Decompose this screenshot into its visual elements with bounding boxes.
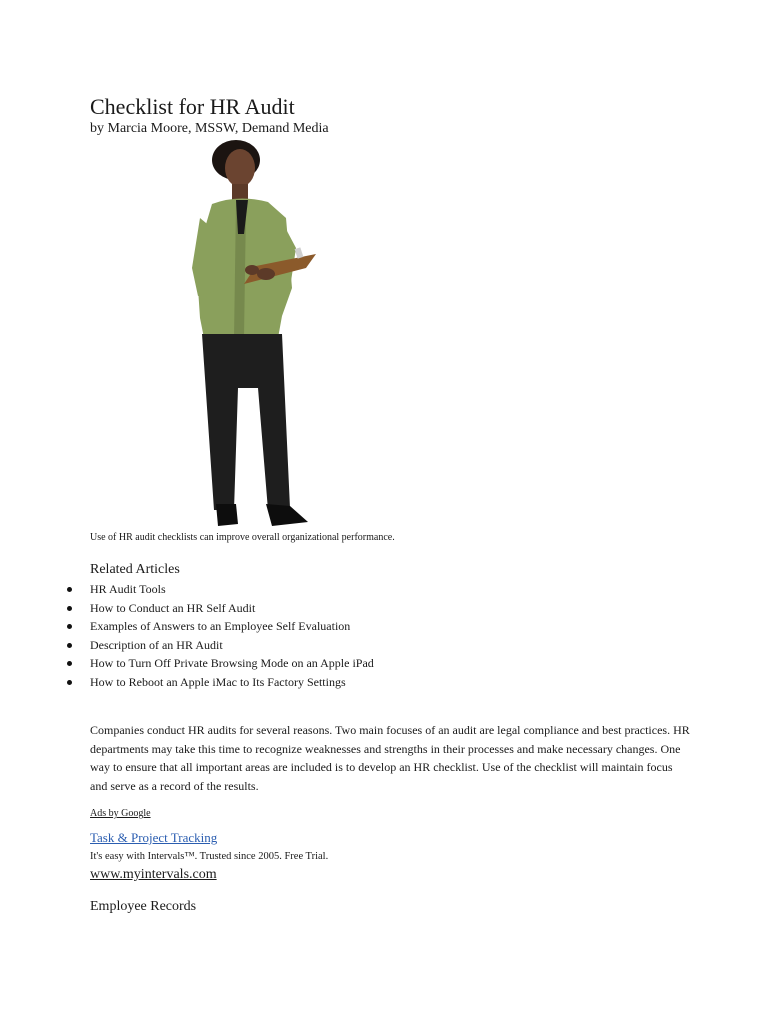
related-article-item[interactable] xyxy=(66,580,374,599)
related-articles-heading: Related Articles xyxy=(90,562,180,577)
photo-caption: Use of HR audit checklists can improve overall organizational performance. xyxy=(90,532,395,543)
related-articles-list xyxy=(66,580,374,692)
related-article-item[interactable] xyxy=(66,636,374,655)
employee-records-heading: Employee Records xyxy=(90,899,197,914)
related-article-item[interactable] xyxy=(66,673,374,692)
ad-description: It's easy with Intervals™. Trusted since 2005. Free Trial. xyxy=(90,851,329,862)
related-article-label: Description of an HR Audit xyxy=(90,637,223,652)
related-article-label: How to Turn Off Private Browsing Mode on an Apple iPad xyxy=(90,656,374,671)
article-byline: by Marcia Moore, MSSW, Demand Media xyxy=(90,121,329,136)
body-paragraph: Companies conduct HR audits for several reasons. Two main focuses of an audit are legal compliance and best practices. HR departments may take this time to recognize weaknesses and strengths in their processes and make necessary changes. One way to ensure that all important areas are included is to develop an HR checklist. Use of the checklist will maintain focus and serve as a record of the results. xyxy=(90,723,690,793)
related-article-item[interactable] xyxy=(66,654,374,673)
ad-url-link[interactable]: www.myintervals.com xyxy=(90,867,217,882)
article-photo xyxy=(186,138,326,530)
related-article-label: HR Audit Tools xyxy=(90,582,166,596)
related-article-label: How to Reboot an Apple iMac to Its Factory Settings xyxy=(90,674,346,689)
ad-title-link[interactable]: Task & Project Tracking xyxy=(90,830,218,845)
related-article-label: How to Conduct an HR Self Audit xyxy=(90,600,256,615)
related-article-item[interactable] xyxy=(66,599,374,618)
related-article-item[interactable] xyxy=(66,617,374,636)
article-title: Checklist for HR Audit xyxy=(90,94,295,119)
bullet-icon xyxy=(67,661,72,666)
woman-with-clipboard-image xyxy=(186,138,326,530)
ads-by-google-label[interactable]: Ads by Google xyxy=(90,808,151,819)
bullet-icon xyxy=(67,587,72,592)
bullet-icon xyxy=(67,624,72,629)
bullet-icon xyxy=(67,680,72,685)
bullet-icon xyxy=(67,643,72,648)
related-article-label: Examples of Answers to an Employee Self Evaluation xyxy=(90,619,351,634)
bullet-icon xyxy=(67,606,72,611)
